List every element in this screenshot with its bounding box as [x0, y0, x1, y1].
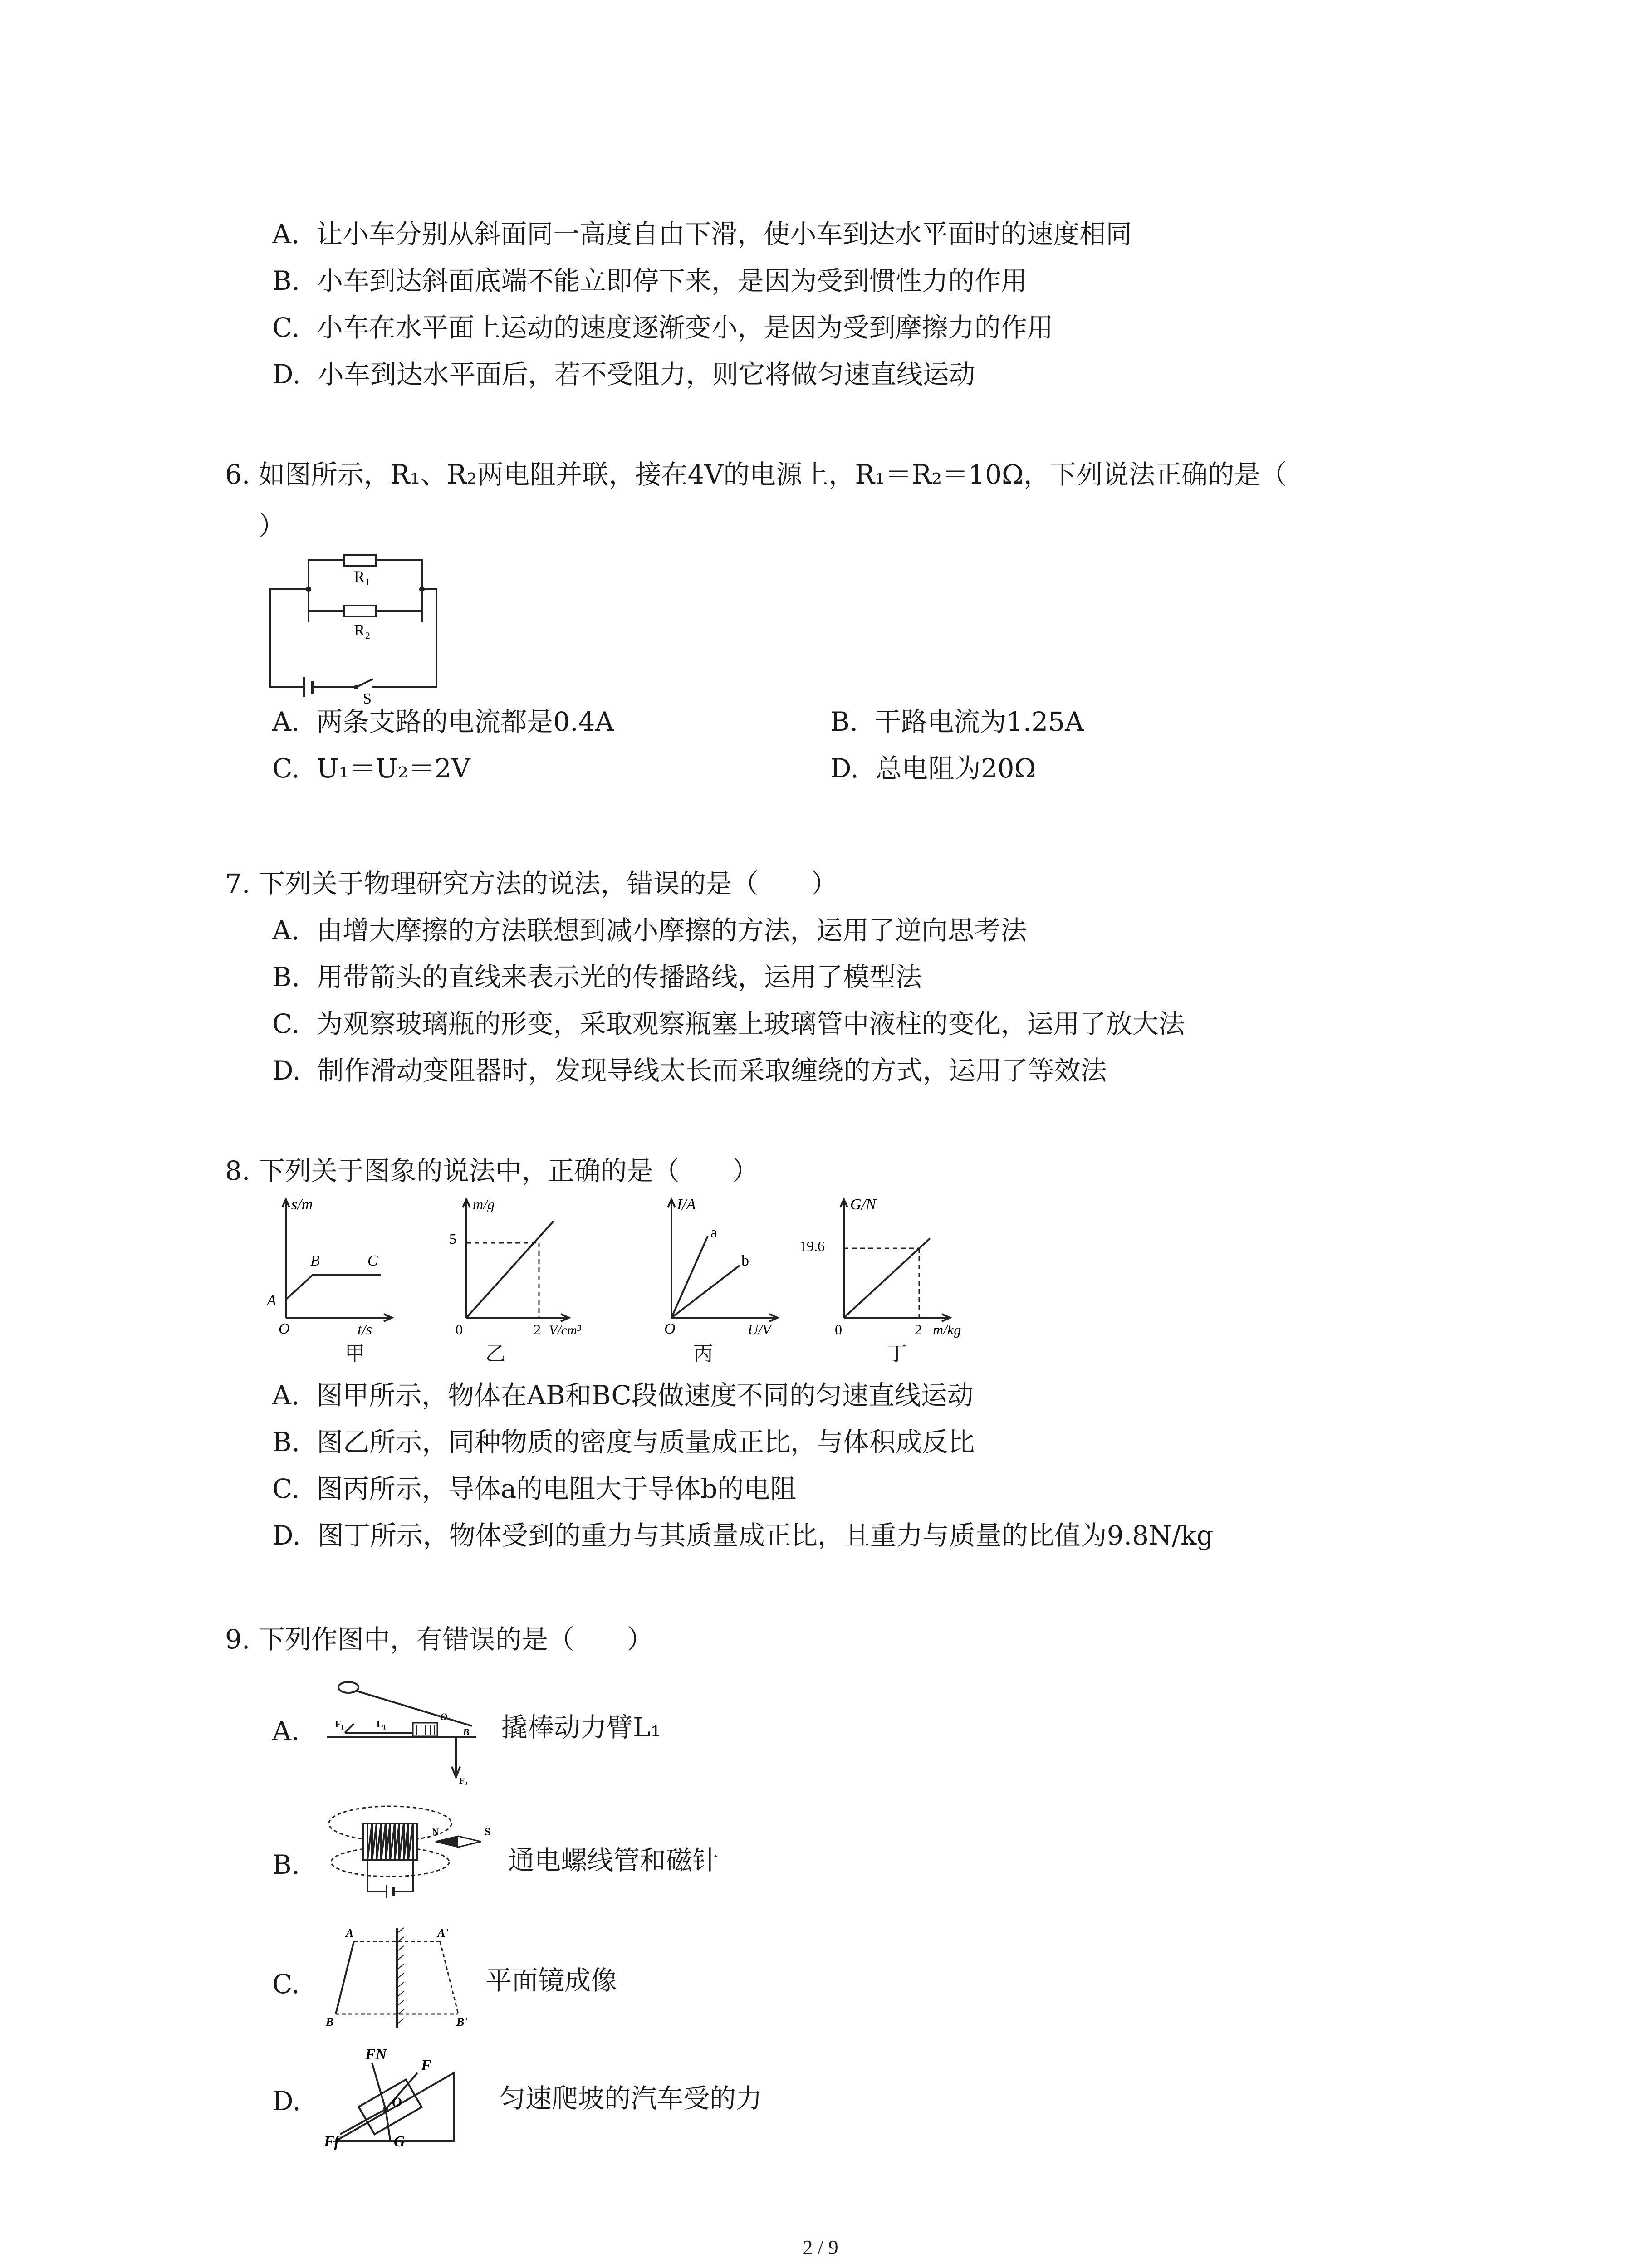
svg-text:B: B — [326, 2015, 334, 2028]
q9-stem: 9. 下列作图中，有错误的是（ ） — [225, 1624, 653, 1655]
q5-option-a: A. 让小车分别从斜面同一高度自由下滑，使小车到达水平面时的速度相同 — [272, 219, 1132, 249]
graph-ding-caption: 丁 — [887, 1342, 907, 1365]
q6-option-d: D. 总电阻为20Ω — [830, 753, 1036, 784]
svg-text:a: a — [710, 1224, 718, 1241]
graph-yi — [436, 1193, 590, 1338]
q6-circuit-diagram — [268, 551, 449, 705]
svg-text:G/N: G/N — [850, 1196, 876, 1213]
svg-text:b: b — [741, 1252, 749, 1269]
svg-text:G: G — [394, 2133, 405, 2150]
svg-text:U/V: U/V — [748, 1321, 771, 1338]
r1-label: R₁ — [354, 567, 371, 586]
svg-text:L₁: L₁ — [377, 1718, 387, 1730]
svg-text:S: S — [485, 1826, 491, 1838]
svg-text:B: B — [310, 1252, 320, 1269]
graph-yi-caption: 乙 — [485, 1342, 505, 1365]
svg-text:A': A' — [437, 1926, 449, 1940]
q7-option-d: D. 制作滑动变阻器时，发现导线太长而采取缠绕的方式，运用了等效法 — [272, 1055, 1107, 1086]
q8-option-d: D. 图丁所示，物体受到的重力与其质量成正比，且重力与质量的比值为9.8N/kg — [272, 1520, 1214, 1551]
graph-jia — [259, 1193, 408, 1338]
q8-option-c: C. 图丙所示，导体a的电阻大于导体b的电阻 — [272, 1473, 797, 1504]
svg-text:O: O — [392, 2095, 402, 2110]
graph-bing-caption: 丙 — [693, 1342, 713, 1365]
q6-stem-cont: ） — [259, 510, 285, 541]
svg-text:0: 0 — [456, 1321, 463, 1338]
q8-option-b: B. 图乙所示，同种物质的密度与质量成正比，与体积成反比 — [272, 1427, 975, 1457]
q9-option-d-text: 匀速爬坡的汽车受的力 — [499, 2083, 763, 2114]
q7-option-b: B. 用带箭头的直线来表示光的传播路线，运用了模型法 — [272, 962, 922, 992]
q8-option-a: A. 图甲所示，物体在AB和BC段做速度不同的匀速直线运动 — [272, 1380, 974, 1411]
svg-text:C: C — [367, 1252, 378, 1269]
svg-text:V/cm³: V/cm³ — [549, 1323, 581, 1338]
q9-option-b-label: B. — [272, 1849, 300, 1880]
svg-text:A: A — [267, 1292, 276, 1309]
graph-bing — [644, 1193, 794, 1338]
svg-text:O: O — [440, 1711, 447, 1722]
svg-text:m/kg: m/kg — [933, 1321, 961, 1338]
svg-text:0: 0 — [835, 1321, 842, 1338]
q9-option-b-text: 通电螺线管和磁针 — [508, 1845, 719, 1876]
graph-ding — [794, 1193, 975, 1338]
svg-text:19.6: 19.6 — [799, 1238, 825, 1254]
svg-text:B: B — [463, 1726, 470, 1738]
q6-option-b: B. 干路电流为1.25A — [830, 706, 1084, 737]
svg-text:B': B' — [456, 2015, 468, 2028]
svg-text:F: F — [421, 2057, 431, 2074]
switch-label: S — [363, 690, 372, 705]
svg-text:m/g: m/g — [473, 1196, 495, 1212]
q7-option-a: A. 由增大摩擦的方法联想到减小摩擦的方法，运用了逆向思考法 — [272, 915, 1027, 946]
svg-text:FN: FN — [365, 2046, 387, 2063]
q7-option-c: C. 为观察玻璃瓶的形变，采取观察瓶塞上玻璃管中液柱的变化，运用了放大法 — [272, 1008, 1185, 1039]
svg-text:A: A — [346, 1926, 354, 1940]
svg-text:s/m: s/m — [291, 1196, 313, 1213]
q9-lever-figure — [327, 1669, 476, 1787]
q6-stem: 6. 如图所示，R₁、R₂两电阻并联，接在4V的电源上，R₁＝R₂＝10Ω，下列说法正确的是（ — [225, 459, 1287, 490]
graph-jia-caption: 甲 — [345, 1342, 365, 1365]
svg-text:O: O — [664, 1320, 676, 1337]
svg-text:2: 2 — [534, 1321, 541, 1338]
q7-stem: 7. 下列关于物理研究方法的说法，错误的是（ ） — [225, 868, 838, 899]
svg-text:F₂: F₂ — [459, 1776, 468, 1786]
svg-text:I/A: I/A — [677, 1196, 696, 1213]
q9-option-c-text: 平面镜成像 — [485, 1965, 617, 1996]
svg-text:5: 5 — [449, 1231, 456, 1247]
svg-text:t/s: t/s — [358, 1321, 372, 1338]
svg-text:N: N — [432, 1826, 439, 1838]
q6-option-c: C. U₁＝U₂＝2V — [272, 753, 470, 784]
q9-slope-figure — [322, 2041, 467, 2150]
q5-option-c: C. 小车在水平面上运动的速度逐渐变小，是因为受到摩擦力的作用 — [272, 312, 1053, 343]
q5-option-d: D. 小车到达水平面后，若不受阻力，则它将做匀速直线运动 — [272, 359, 975, 390]
q9-mirror-figure — [318, 1923, 481, 2032]
svg-text:Ff: Ff — [324, 2133, 339, 2150]
svg-text:2: 2 — [915, 1321, 922, 1338]
q9-option-d-label: D. — [272, 2086, 301, 2116]
page-number: 2 / 9 — [803, 2236, 838, 2258]
svg-text:O: O — [279, 1320, 290, 1337]
q8-stem: 8. 下列关于图象的说法中，正确的是（ ） — [225, 1155, 759, 1186]
q9-option-c-label: C. — [272, 1969, 300, 1999]
q9-option-a-text: 撬棒动力臂L₁ — [501, 1712, 661, 1743]
svg-text:F₁: F₁ — [335, 1718, 344, 1730]
q9-option-a-label: A. — [272, 1716, 300, 1746]
q6-option-a: A. 两条支路的电流都是0.4A — [272, 706, 614, 737]
r2-label: R₂ — [354, 621, 371, 639]
q5-option-b: B. 小车到达斜面底端不能立即停下来，是因为受到惯性力的作用 — [272, 265, 1027, 296]
q9-solenoid-figure — [327, 1796, 499, 1914]
